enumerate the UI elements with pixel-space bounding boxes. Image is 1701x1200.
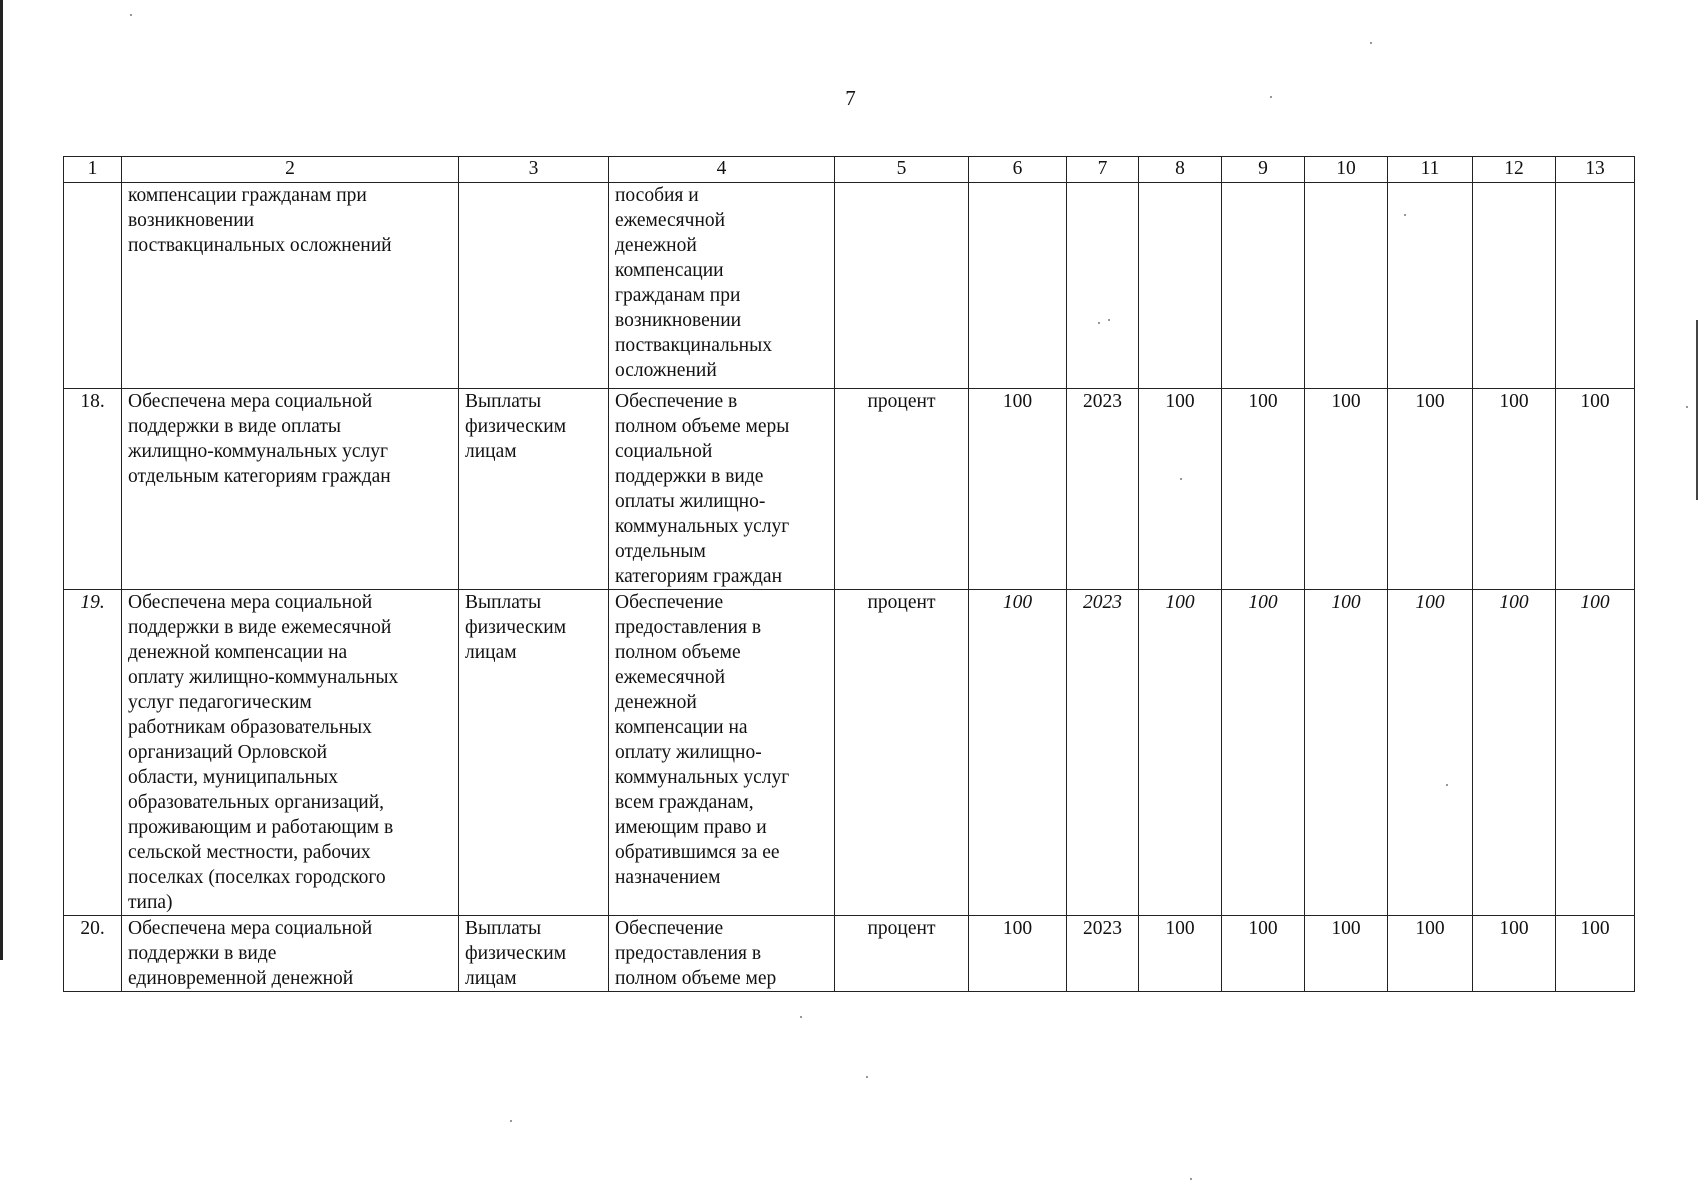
value-cell: 100 (1473, 916, 1556, 992)
column-header: 3 (459, 157, 609, 183)
description-cell: пособия и ежемесячной денежной компенсации гражданам при возникновении поствакцинальных осложнений (609, 183, 835, 389)
table-row-18 (64, 389, 1635, 590)
result-cell: компенсации гражданам при возникновении поствакцинальных осложнений (122, 183, 459, 389)
column-header: 6 (969, 157, 1067, 183)
base-year-cell: 2023 (1067, 389, 1139, 590)
scan-left-edge (0, 0, 3, 960)
base-year-cell: 2023 (1067, 590, 1139, 916)
value-cell: 100 (1305, 916, 1388, 992)
unit-cell: процент (835, 389, 969, 590)
unit-cell: процент (835, 590, 969, 916)
value-cell: 100 (1473, 590, 1556, 916)
value-cell (1222, 183, 1305, 389)
row-number-cell: 19. (64, 590, 122, 916)
value-cell (1473, 183, 1556, 389)
row-number-cell (64, 183, 122, 389)
value-cell: 100 (1388, 916, 1473, 992)
value-cell: 100 (1139, 389, 1222, 590)
result-cell: Обеспечена мера социальной поддержки в виде единовременной денежной (122, 916, 459, 992)
scan-right-edge (1696, 320, 1698, 500)
value-cell: 100 (1473, 389, 1556, 590)
column-header: 1 (64, 157, 122, 183)
value-cell: 100 (1388, 590, 1473, 916)
scan-speck (130, 14, 132, 16)
type-cell: Выплаты физическим лицам (459, 590, 609, 916)
table-row-20 (64, 916, 1635, 992)
column-header: 8 (1139, 157, 1222, 183)
column-header: 13 (1556, 157, 1635, 183)
scan-speck (510, 1120, 512, 1122)
column-header: 4 (609, 157, 835, 183)
table-row-19 (64, 590, 1635, 916)
value-cell: 100 (1222, 916, 1305, 992)
value-cell: 100 (1222, 590, 1305, 916)
value-cell: 100 (1305, 389, 1388, 590)
base-value-cell: 100 (969, 590, 1067, 916)
column-header: 7 (1067, 157, 1139, 183)
description-cell: Обеспечение в полном объеме меры социальной поддержки в виде оплаты жилищно- коммунальных услуг отдельным категориям граждан (609, 389, 835, 590)
value-cell (1305, 183, 1388, 389)
unit-cell (835, 183, 969, 389)
type-cell: Выплаты физическим лицам (459, 916, 609, 992)
base-value-cell: 100 (969, 916, 1067, 992)
value-cell: 100 (1139, 590, 1222, 916)
value-cell: 100 (1556, 590, 1635, 916)
row-number-cell: 18. (64, 389, 122, 590)
value-cell (1556, 183, 1635, 389)
value-cell: 100 (1556, 389, 1635, 590)
type-cell: Выплаты физическим лицам (459, 389, 609, 590)
indicators-table (63, 156, 1635, 992)
scan-speck (1370, 42, 1372, 44)
column-header: 2 (122, 157, 459, 183)
value-cell (1388, 183, 1473, 389)
row-number-cell: 20. (64, 916, 122, 992)
scan-speck (1686, 406, 1688, 408)
scan-speck (1190, 1178, 1192, 1180)
base-year-cell: 2023 (1067, 916, 1139, 992)
value-cell: 100 (1305, 590, 1388, 916)
value-cell: 100 (1388, 389, 1473, 590)
table-row-continuation (64, 183, 1635, 389)
base-value-cell (969, 183, 1067, 389)
result-cell: Обеспечена мера социальной поддержки в виде ежемесячной денежной компенсации на оплату жилищно-коммунальных услуг педагогическим работникам образовательных организаций Орловской области, муниципальных образовательных организаций, проживающим и работающим в сельской местности, рабочих поселках (поселках городского типа) (122, 590, 459, 916)
column-header: 12 (1473, 157, 1556, 183)
column-number-row (64, 157, 1635, 183)
base-year-cell (1067, 183, 1139, 389)
scan-speck (800, 1016, 802, 1018)
result-cell: Обеспечена мера социальной поддержки в виде оплаты жилищно-коммунальных услуг отдельным категориям граждан (122, 389, 459, 590)
value-cell: 100 (1222, 389, 1305, 590)
value-cell (1139, 183, 1222, 389)
description-cell: Обеспечение предоставления в полном объеме мер (609, 916, 835, 992)
type-cell (459, 183, 609, 389)
column-header: 5 (835, 157, 969, 183)
base-value-cell: 100 (969, 389, 1067, 590)
column-header: 11 (1388, 157, 1473, 183)
unit-cell: процент (835, 916, 969, 992)
column-header: 10 (1305, 157, 1388, 183)
page-number: 7 (845, 86, 856, 110)
scan-speck (866, 1076, 868, 1078)
value-cell: 100 (1556, 916, 1635, 992)
value-cell: 100 (1139, 916, 1222, 992)
description-cell: Обеспечение предоставления в полном объеме ежемесячной денежной компенсации на оплату жилищно- коммунальных услуг всем гражданам, имеющим право и обратившимся за ее назначением (609, 590, 835, 916)
column-header: 9 (1222, 157, 1305, 183)
